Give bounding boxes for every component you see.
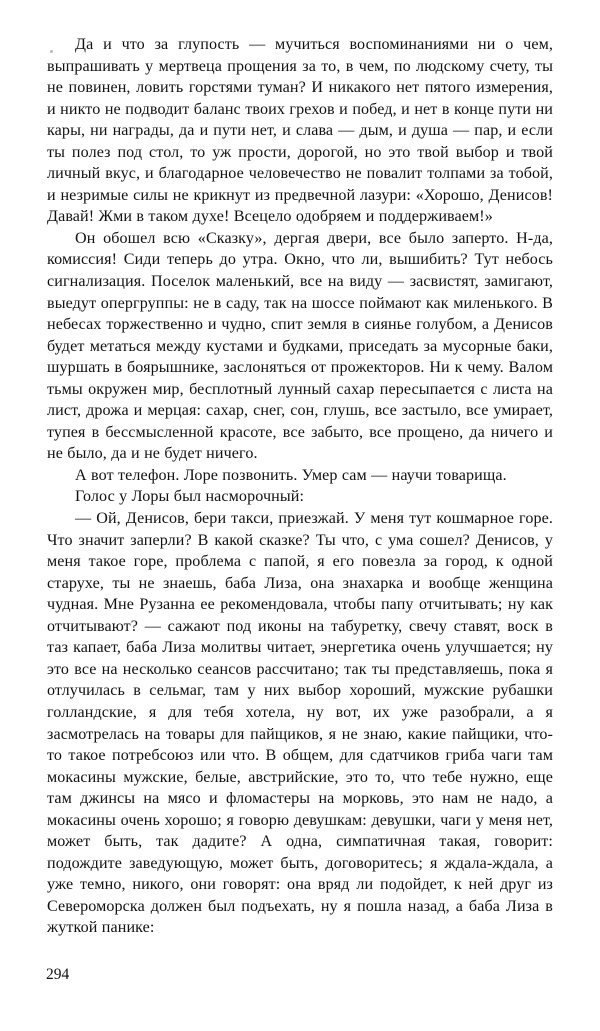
paragraph: Да и что за глупость — мучиться воспоминаниями ни о чем, выпрашивать у мертвеца прощения за то, в чем, по людскому счету, ты не повинен, ловить горстями туман? И никакого нет пятого измерения, и никто не подводит баланс твоих грехов и побед, и нет в конце пути ни кары, ни награды, да и пути нет, и слава — дым, и душа — пар, и если ты полез под стол, то уж прости, дорогой, но это твой выбор и твой личный вкус, и благодарное человечество не повалит толпами за тобой, и незримые силы не крикнут из предвечной лазури: «Хорошо, Денисов! Давай! Жми в таком духе! Всецело одобряем и поддерживаем!»: [47, 36, 553, 226]
page-text-block: [47, 34, 553, 939]
page-number: 294: [46, 966, 70, 983]
paragraph: Он обошел всю «Сказку», дергая двери, все было заперто. Н-да, комиссия! Сиди теперь до утра. Окно, что ли, вышибить? Тут небось сигнализация. Поселок маленький, все на виду — засвистят, замигают, выедут опергруппы: не в саду, так на шоссе поймают как миленького. В небесах торжественно и чудно, спит земля в сиянье голубом, а Денисов будет метаться между кустами и будками, приседать за мусорные баки, шуршать в боярышнике, заслоняться от прожекторов. Ни к чему. Валом тьмы окружен мир, бесплотный лунный сахар пересыпается с листа на лист, дрожа и мерцая: сахар, снег, сон, глушь, все застыло, все умирает, тупея в бессмысленной красоте, все забыто, все прощено, да ничего и не было, да и не будет ничего.: [47, 229, 553, 463]
paragraph: — Ой, Денисов, бери такси, приезжай. У меня тут кошмарное горе. Что значит заперли? В какой сказке? Ты что, с ума сошел? Денисов, у меня такое горе, проблема с папой, я его повезла за город, к одной старухе, ты не знаешь, баба Лиза, она знахарка и вообще женщина чудная. Мне Рузанна ее рекомендовала, чтобы папу отчитывать; ну как отчитывают? — сажают под иконы на табуретку, свечу ставят, воск в таз капает, баба Лиза молитвы читает, энергетика очень улучшается; ну это все на несколько сеансов рассчитано; так ты представляешь, пока я отлучилась в сельмаг, там у них выбор хороший, мужские рубашки голландские, я для тебя хотела, ну вот, их уже разобрали, а я засмотрелась на товары для пайщиков, я не знаю, какие пайщики, что-то такое потребсоюз или что. В общем, для сдатчиков гриба чаги там мокасины мужские, белые, австрийские, это то, что тебе нужно, еще там джинсы на мясо и фломастеры на морковь, это нам не надо, а мокасины очень хорошо; я говорю девушкам: девушки, чаги у меня нет, может быть, так дадите? А одна, симпатичная такая, говорит: подождите заведующую, может быть, договоритесь; я ждала-ждала, а уже темно, никого, они говорят: она вряд ли подойдет, к ней друг из Североморска должен был подъехать, ну я пошла назад, а баба Лиза в жуткой панике:: [47, 510, 553, 937]
paragraph: Голос у Лоры был насморочный:: [75, 488, 305, 506]
paragraph: А вот телефон. Лоре позвонить. Умер сам — научи товарища.: [75, 466, 507, 484]
